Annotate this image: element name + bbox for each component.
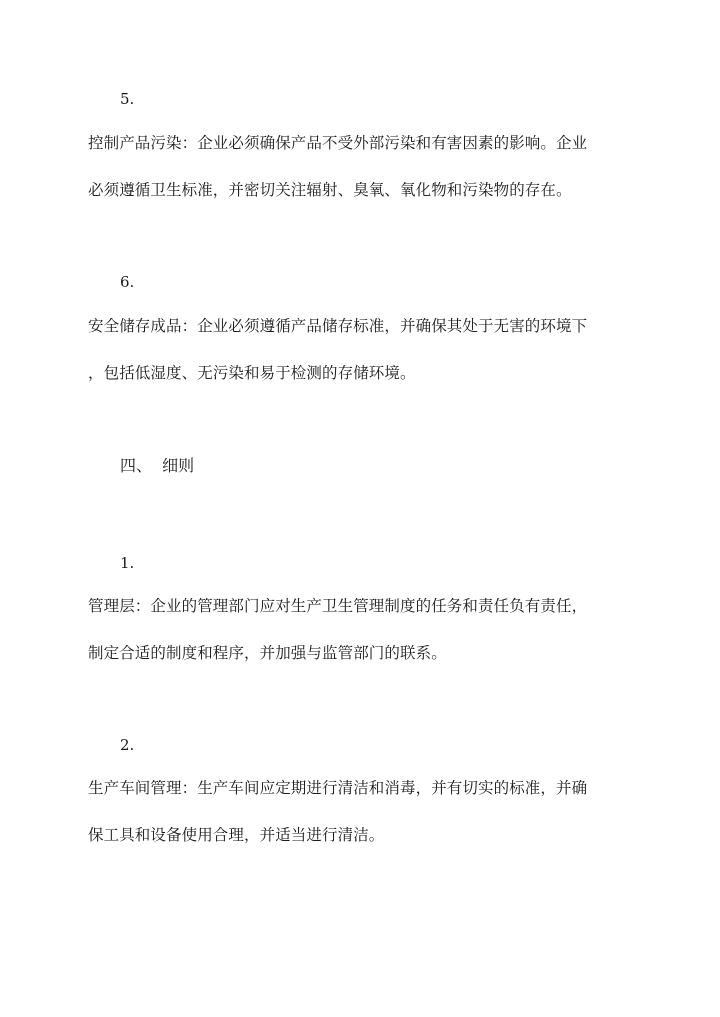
paragraph-line: 制定合适的制度和程序，并加强与监管部门的联系。 [88, 644, 447, 662]
paragraph-line: 必须遵循卫生标准，并密切关注辐射、臭氧、氧化物和污染物的存在。 [88, 181, 572, 199]
item-paragraph-5 [88, 133, 633, 200]
item-number-2: 2. [120, 736, 135, 754]
paragraph-line: ，包括低湿度、无污染和易于检测的存储环境。 [88, 364, 416, 382]
item-number-5: 5. [120, 90, 135, 108]
paragraph-line: 生产车间管理：生产车间应定期进行清洁和消毒，并有切实的标准，并确 [88, 779, 588, 797]
item-number-1: 1. [120, 554, 135, 572]
item-number-6: 6. [120, 273, 135, 291]
item-paragraph-6 [88, 316, 633, 383]
paragraph-line: 管理层：企业的管理部门应对生产卫生管理制度的任务和责任负有责任， [88, 597, 588, 615]
item-paragraph-1 [88, 596, 633, 663]
paragraph-line: 保工具和设备使用合理，并适当进行清洁。 [88, 826, 385, 844]
item-paragraph-2 [88, 778, 633, 845]
paragraph-line: 控制产品污染：企业必须确保产品不受外部污染和有害因素的影响。企业 [88, 134, 588, 152]
paragraph-line: 安全储存成品：企业必须遵循产品储存标准，并确保其处于无害的环境下 [88, 317, 588, 335]
section-heading: 四、 细则 [120, 456, 195, 475]
